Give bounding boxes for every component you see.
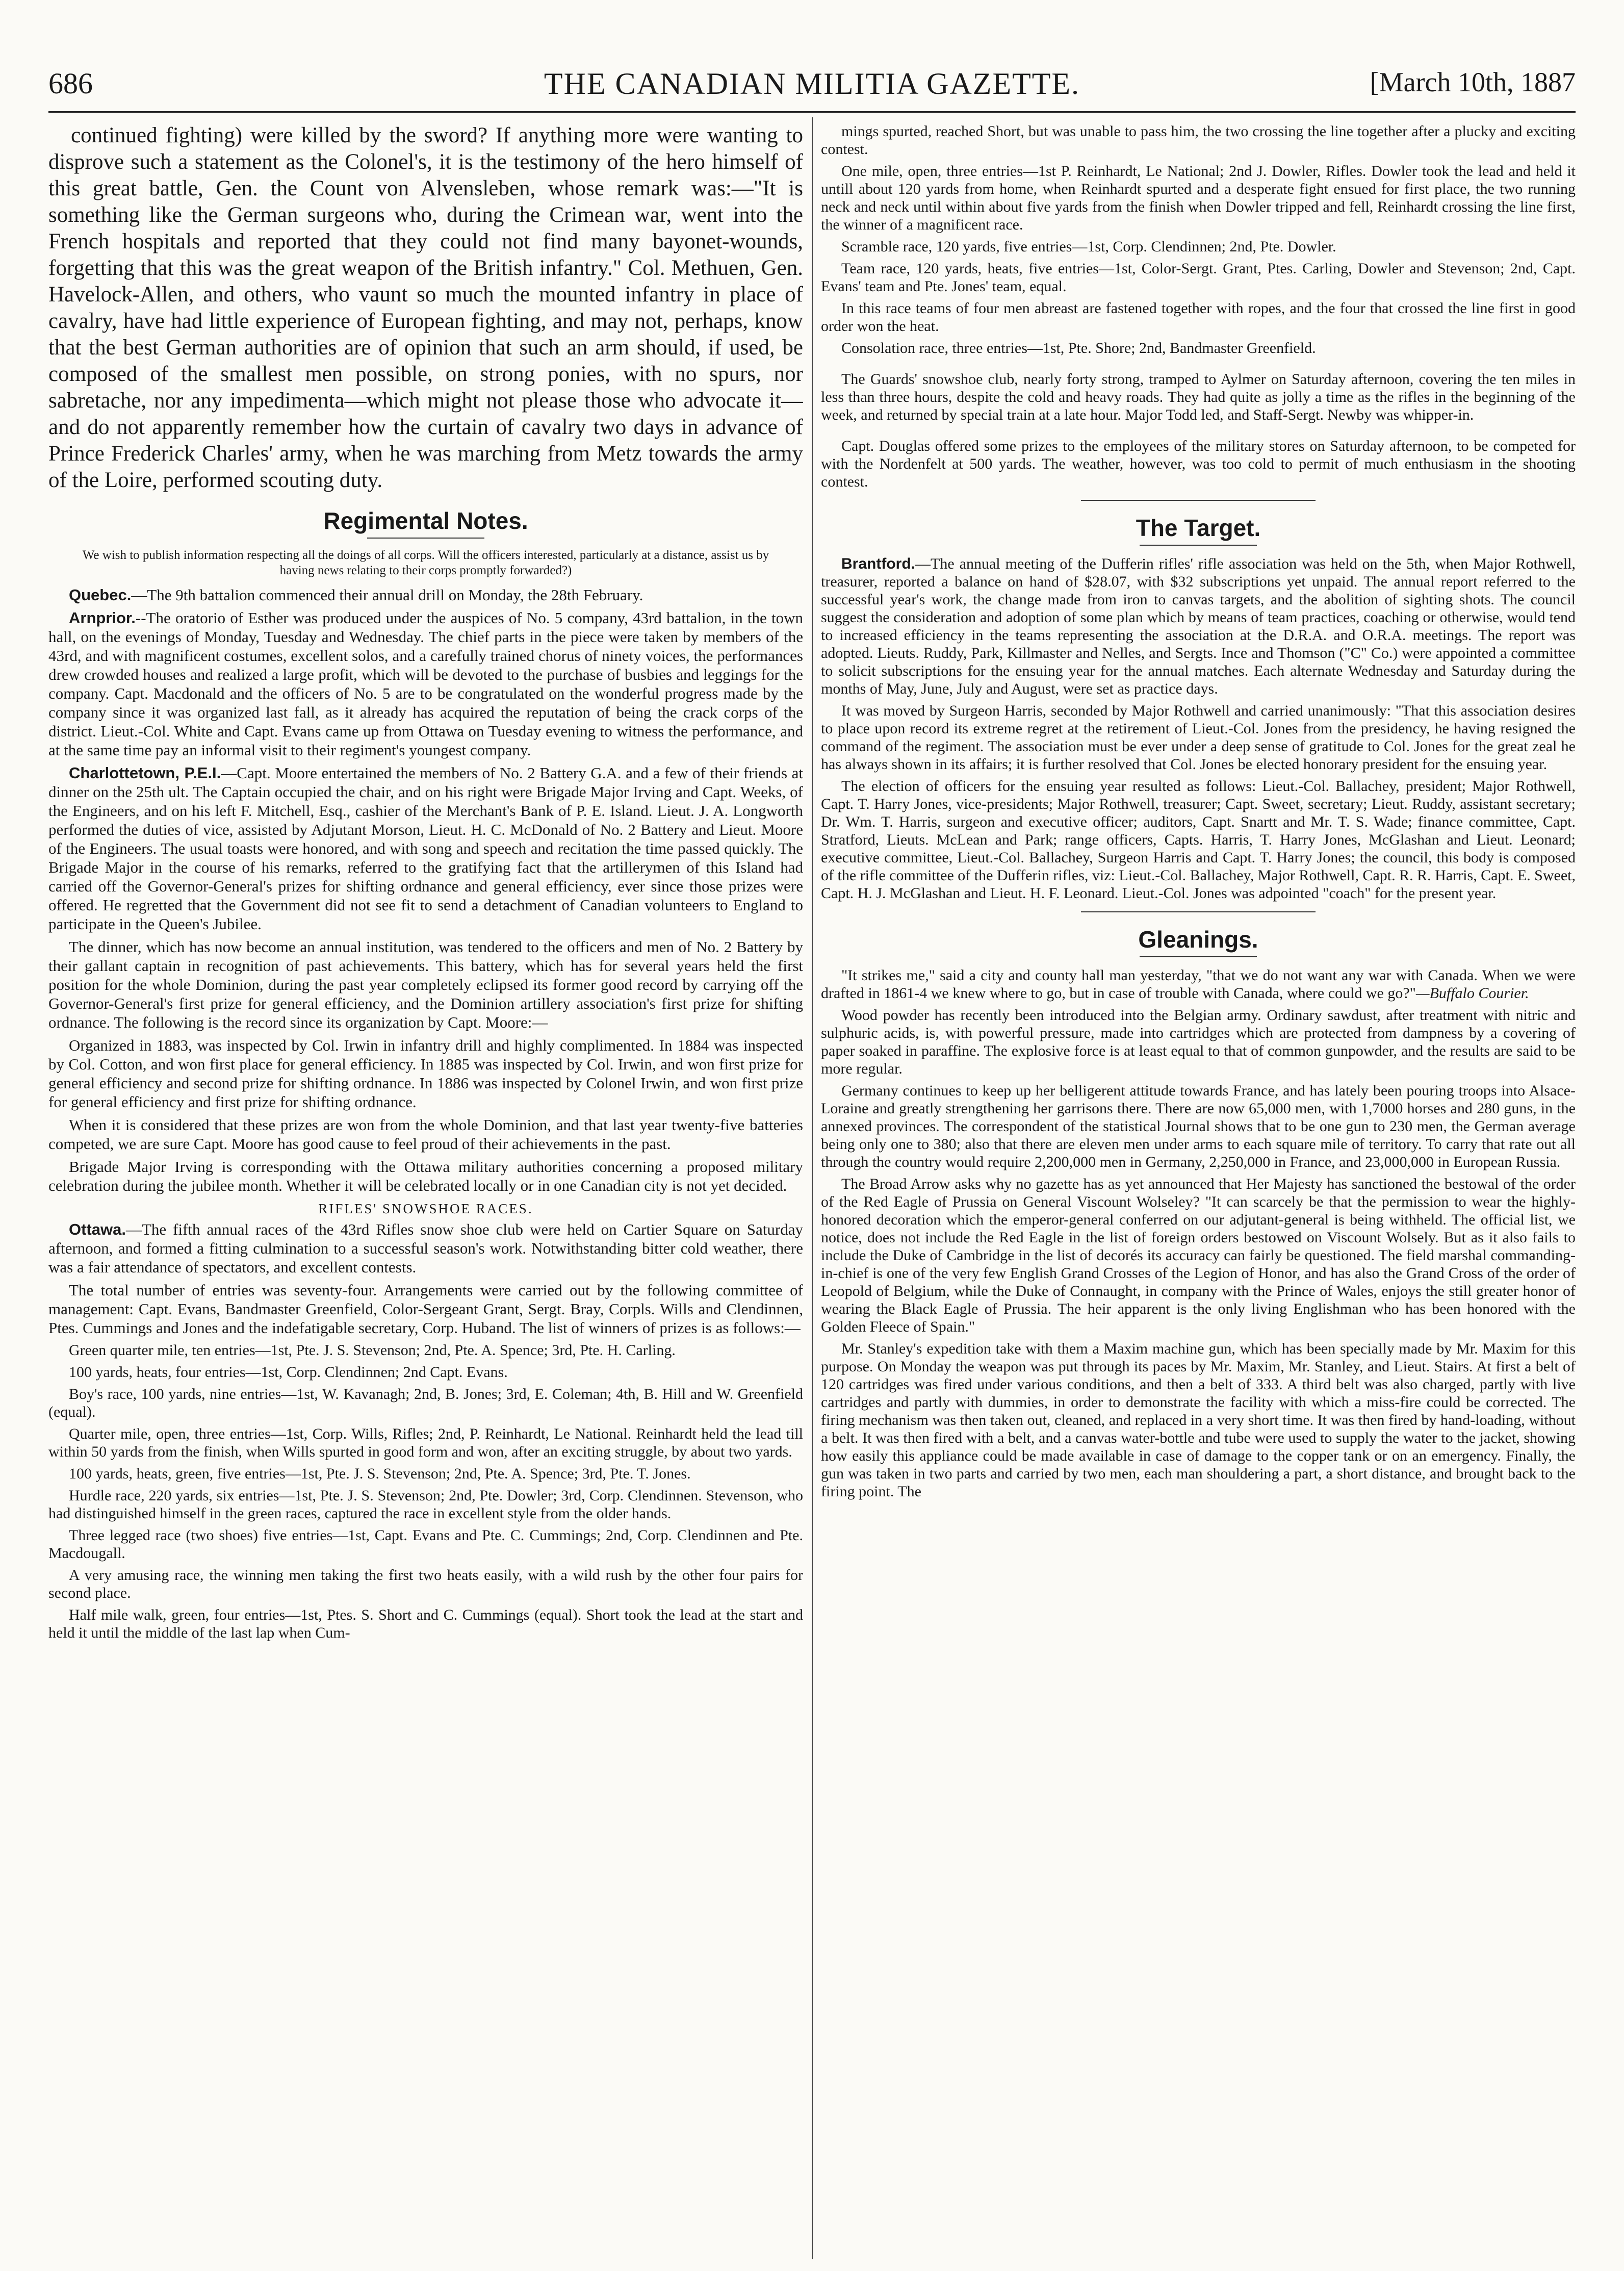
item-text: —The 9th battalion commenced their annual drill on Monday, the 28th February. — [131, 586, 643, 604]
intro-paragraph: continued fighting) were killed by the sword? If anything more were wanting to disprove such a statement as the Colonel's, it is the testimony of the hero himself of this great battle, Gen. the Count von Alvensleben, whose remark was:—"It is something like the German surgeons who, during the Crimean war, went into the French hospitals and reported that they could not find many bayonet-wounds, forgetting that this was the great weapon of the British infantry." Col. Methuen, Gen. Havelock-Allen, and others, who vaunt so much the mounted infantry in place of cavalry, have had little experience of European fighting, and may not, perhaps, know that the best German authorities are of opinion that such an arm should, if used, be composed of the smallest men possible, on strong ponies, with no spurs, nor sabretache, nor any impedimenta—which might not please those who advocate it—and do not apparently remember how the curtain of cavalry two days in advance of Prince Frederick Charles' army, when he was marching from Metz towards the army of the Loire, performed scouting duty. — [48, 123, 803, 492]
canada-quote — [821, 966, 1576, 1002]
stanley-paragraph: Mr. Stanley's expedition take with them a Maxim machine gun, which has been specially made by Mr. Maxim for this purpose. On Monday the weapon was put through its paces by Mr. Maxim, Mr. Stanley, and Lieut. Stairs. At first a belt of 120 cartridges was fired under various conditions, and then a belt of 333. A third belt was also charged, partly with live cartridges and partly with dummies, in order to demonstrate the facility with which a miss-fire could be corrected. The firing mechanism was then taken out, cleaned, and replaced in a very short time. It was then fired by hand-loading, without a belt. It was then fired with a belt, and a canvas water-bottle and tube were used to supply the water to the jacket, showing how easily this appliance could be made available in case of damage to the copper tank or on an emergency. Finally, the gun was taken in two parts and carried by two men, each man shouldering a part, a short distance, and brought back to the firing point. The — [821, 1340, 1576, 1500]
item-text: --The oratorio of Esther was produced under the auspices of No. 5 company, 43rd battalion, in the town hall, on the evenings of Monday, Tuesday and Wednesday. The chief parts in the piece were taken by members of the 43rd, and with magnificent costumes, excellent solos, and a carefully trained chorus of ninety voices, the performances drew crowded houses and realized a large profit, which will be devoted to the purchase of busbies and leggings for the company. Capt. Macdonald and the officers of No. 5 are to be congratulated on the wonderful progress made by the company since it was organized last fall, as it already has acquired the reputation of being the crack corps of the district. Lieut.-Col. White and Capt. Evans came up from Ottawa on Tuesday evening to witness the performance, and at the same time pay an informal visit to their regiment's youngest company. — [48, 609, 803, 759]
section-rule — [1081, 911, 1316, 912]
race-result: Scramble race, 120 yards, five entries—1st, Corp. Clendinnen; 2nd, Pte. Dowler. — [841, 238, 1336, 255]
item-text: —The annual meeting of the Dufferin rifles' rifle association was held on the 5th, when Major Rothwell, treasurer, reported a balance on hand of $28.07, with $32 subscriptions yet unpaid. The annual report referred to the successful year's work, the change made from iron to canvas targets, and the abolition of sighting shots. The council suggest the consideration and adoption of some plan which by means of team practices, coaching or otherwise, would tend to increased efficiency in the teams representing the association at the D.R.A. and O.R.A. meetings. The report was adopted. Lieuts. Ruddy, Park, Killmaster and Nelles, and Sergts. Ince and Thomson ("C" Co.) were appointed a committee to solicit subscriptions for the ensuing year for the annual matches. Each alternate Wednesday and Saturday during the months of May, June, July and August, were set as practice days. — [821, 555, 1576, 697]
publication-title: THE CANADIAN MILITIA GAZETTE. — [544, 67, 1080, 100]
race-result: Green quarter mile, ten entries—1st, Pte. J. S. Stevenson; 2nd, Pte. A. Spence; 3rd, Pte. H. Carling. — [69, 1342, 676, 1359]
editor-note: We wish to publish information respecting all the doings of all corps. Will the officers interested, particularly at a distance, assist us by having news relating to their corps promptly forwarded?) — [82, 548, 769, 577]
race-result: One mile, open, three entries—1st P. Reinhardt, Le National; 2nd J. Dowler, Rifles. Dowler took the lead and held it untill about 120 yards from home, when Reinhardt spurted and a desperate fight ensued for first place, the two running neck and neck until within about five yards from the finish when Dowler tripped and fell, Reinhardt crossing the line first, the winner of a magnificent race. — [821, 163, 1576, 233]
heading-underline — [367, 538, 484, 539]
irving-paragraph: Brigade Major Irving is corresponding with the Ottawa military authorities concerning a proposed military celebration during the jubilee month. Whether it will be celebrated locally or in one Canadian city is not yet decided. — [48, 1158, 803, 1194]
dinner-paragraph: The dinner, which has now become an annual institution, was tendered to the officers and men of No. 2 Battery by their gallant captain in recognition of past achievements. This battery, which has for several years held the first position for the whole Dominion, during the past year completely eclipsed its former good record by carrying off the Governor-General's first prize for general efficiency, and the Dominion artillery association's first prize for shifting ordnance. The following is the record since its organization by Capt. Moore:— — [48, 938, 803, 1031]
ottawa-item — [48, 1220, 803, 1277]
germany-paragraph: Germany continues to keep up her belligerent attitude towards France, and has lately been pouring troops into Alsace-Loraine and greatly strengthening her garrisons there. There are now 65,000 men, with 1,7000 horses and 280 guns, in the annexed provinces. The correspondent of the statistical Journal shows that to be one gun to 230 men, the German average being only one to 380; also that there are eleven men under arms to each square mile of territory. To carry that rate out all through the country would require 2,200,000 men in Germany, 2,250,000 in France, and 23,000,000 in European Russia. — [821, 1082, 1576, 1170]
prizes-paragraph: When it is considered that these prizes are won from the whole Dominion, and that last year twenty-five batteries competed, we are sure Capt. Moore has good cause to feel proud of their achievements in the past. — [48, 1116, 803, 1153]
douglas-paragraph: Capt. Douglas offered some prizes to the employees of the military stores on Saturday afternoon, to be competed for with the Nordenfelt at 500 yards. The weather, however, was too cold to permit of much enthusiasm in the shooting contest. — [821, 438, 1576, 490]
page-number: 686 — [48, 67, 93, 100]
charlottetown-item — [48, 763, 803, 933]
quote-source: —Buffalo Courier. — [1415, 985, 1529, 1002]
race-result: Team race, 120 yards, heats, five entries—1st, Color-Sergt. Grant, Ptes. Carling, Dowler and Stevenson; 2nd, Capt. Evans' team and Pte. Jones' team, equal. — [821, 260, 1576, 295]
race-result: A very amusing race, the winning men taking the first two heats easily, with a wild rush by the other four pairs for second place. — [48, 1567, 803, 1601]
race-result: Consolation race, three entries—1st, Pte. Shore; 2nd, Bandmaster Greenfield. — [841, 340, 1316, 356]
broad-arrow-paragraph: The Broad Arrow asks why no gazette has as yet announced that Her Majesty has sanctioned the bestowal of the order of the Red Eagle of Prussia on General Viscount Wolseley? "It can scarcely be that the permission to wear the highly-honored decoration which the emperor-general conferred on our adjutant-general is being withheld. The official list, we notice, does not include the Red Eagle in the list of foreign orders bestowed on Viscount Wolsely. But as it also fails to include the Duke of Cambridge in the list of decorés its accuracy can fairly be questioned. The field marshal commanding-in-chief is one of the very few English Grand Crosses of the Legion of Honor, and has also the Grand Cross of the order of Leopold of Belgium, while the Duke of Connaught, in company with the Prince of Wales, enjoys the still greater honor of wearing the Black Eagle of Prussia. The heir apparent is the only living Englishman who has been honored with the Golden Fleece of Spain." — [821, 1176, 1576, 1335]
race-result: Boy's race, 100 yards, nine entries—1st, W. Kavanagh; 2nd, B. Jones; 3rd, E. Coleman; 4th, B. Hill and W. Greenfield (equal). — [48, 1386, 803, 1420]
header-rule — [48, 111, 1576, 113]
right-column — [821, 122, 1576, 2254]
arnprior-item — [48, 608, 803, 759]
race-result: In this race teams of four men abreast are fastened together with ropes, and the four that crossed the line first in good order won the heat. — [821, 300, 1576, 335]
page-header — [48, 66, 1576, 112]
brantford-item — [821, 555, 1576, 698]
issue-date: [March 10th, 1887 — [1370, 67, 1576, 97]
race-result: Quarter mile, open, three entries—1st, Corp. Wills, Rifles; 2nd, P. Reinhardt, Le National. Reinhardt held the lead till within 50 yards from the finish, when Wills spurted in good form and won, after an exciting struggle, by about two yards. — [48, 1425, 803, 1460]
target-heading: The Target. — [1136, 515, 1261, 541]
place-name: Charlottetown, P.E.I. — [69, 764, 221, 782]
race-result: Three legged race (two shoes) five entries—1st, Capt. Evans and Pte. C. Cummings; 2nd, Corp. Clendinnen and Pte. Macdougall. — [48, 1527, 803, 1562]
heading-underline — [1140, 545, 1257, 546]
place-name: Ottawa. — [69, 1220, 126, 1238]
item-text: —The fifth annual races of the 43rd Rifles snow shoe club were held on Cartier Square on Saturday afternoon, and formed a fitting culmination to a successful season's work. Notwithstanding bitter cold weather, there was a fair attendance of spectators, and excellent contests. — [48, 1220, 803, 1276]
section-rule — [1081, 500, 1316, 501]
race-result: 100 yards, heats, four entries—1st, Corp. Clendinnen; 2nd Capt. Evans. — [69, 1364, 508, 1381]
powder-paragraph: Wood powder has recently been introduced into the Belgian army. Ordinary sawdust, after treatment with nitric and sulphuric acids, is, with powerful pressure, made into cartridges which are protected from dampness by a covering of paper soaked in paraffine. The explosive force is at least equal to that of common gunpowder, and the results are said to be more regular. — [821, 1007, 1576, 1077]
place-name: Arnprior. — [69, 609, 136, 627]
heading-underline — [1140, 956, 1257, 957]
snowshoe-heading: RIFLES' SNOWSHOE RACES. — [318, 1201, 533, 1216]
gleanings-heading: Gleanings. — [1138, 926, 1258, 953]
harris-paragraph: It was moved by Surgeon Harris, seconded by Major Rothwell and carried unanimously: "That this association desires to place upon record its extreme regret at the retirement of Lieut.-Col. Jones from the presidency, he having resigned the command of the regiment. The association must be ever under a deep sense of gratitude to Col. Jones for the great zeal he has always shown in its affairs; it is further resolved that Col. Jones be elected honorary president for the ensuing year. — [821, 702, 1576, 773]
place-name: Quebec. — [69, 586, 132, 604]
quebec-item — [48, 585, 803, 604]
continued-paragraph: mings spurted, reached Short, but was unable to pass him, the two crossing the line together after a plucky and exciting contest. — [821, 123, 1576, 158]
entries-paragraph: The total number of entries was seventy-four. Arrangements were carried out by the following committee of management: Capt. Evans, Bandmaster Greenfield, Color-Sergeant Grant, Sergt. Bray, Corpls. Wills and Clendinnen, Ptes. Cummings and Jones and the indefatigable secretary, Corp. Huband. The list of winners of prizes is as follows:— — [48, 1281, 803, 1337]
item-text: —Capt. Moore entertained the members of No. 2 Battery G.A. and a few of their friends at dinner on the 25th ult. The Captain occupied the chair, and on his right were Brigade Major Irving and Capt. Weeks, of the Engineers, and on his left F. Mitchell, Esq., cashier of the Merchant's Bank of P. E. Island. Lieut. J. A. Longworth performed the duties of vice, assisted by Adjutant Morson, Lieut. H. C. McDonald of No. 2 Battery and Lieut. Moore of the Engineers. The usual toasts were honored, and with song and speech and recitation the time passed quickly. The Brigade Major in the course of his remarks, referred to the gratifying fact that the artillerymen of this Island had carried off the Governor-General's prizes for shifting ordnance and general efficiency, ever since those prizes were offered. He regretted that the Government did not see fit to send a detachment of Canadian volunteers to England to participate in the Queen's Jubilee. — [48, 764, 803, 933]
race-result: Hurdle race, 220 yards, six entries—1st, Pte. J. S. Stevenson; 2nd, Pte. Dowler; 3rd, Corp. Clendinnen. Stevenson, who had distinguished himself in the green races, captured the race in excellent style from the older hands. — [48, 1487, 803, 1522]
regimental-notes-heading: Regimental Notes. — [323, 507, 528, 534]
quote-text: "It strikes me," said a city and county hall man yesterday, "that we do not want any war with Canada. When we were drafted in 1861-4 we knew where to go, but in case of trouble with Canada, where could we go?" — [821, 967, 1576, 1002]
election-paragraph: The election of officers for the ensuing year resulted as follows: Lieut.-Col. Ballachey, president; Major Rothwell, Capt. T. Harry Jones, vice-presidents; Major Rothwell, treasurer; Capt. Sweet, secretary; Lieut. Ruddy, assistant secretary; Dr. Wm. T. Harris, surgeon and executive officer; auditors, Capt. Snartt and Mr. T. S. Wade; finance committee, Capt. Stratford, Lieuts. McLean and Park; range officers, Capts. Harris, T. Harry Jones, McGlashan and Lieut. Leonard; executive committee, Lieut.-Col. Ballachey, Surgeon Harris and Capt. T. Harry Jones; the council, this body is composed of the rifle committee of the Dufferin rifles, viz: Lieut.-Col. Ballachey, Major Rothwell, Capt. R. R. Harris, Capt. E. Sweet, Capt. H. J. McGlashan and Lieut. H. F. Leonard. Lieut.-Col. Jones was adpointed "coach" for the present year. — [821, 778, 1576, 902]
column-divider — [812, 117, 813, 2259]
race-result: 100 yards, heats, green, five entries—1st, Pte. J. S. Stevenson; 2nd, Pte. A. Spence; 3rd, Pte. T. Jones. — [69, 1465, 691, 1482]
guards-paragraph: The Guards' snowshoe club, nearly forty strong, tramped to Aylmer on Saturday afternoon, covering the ten miles in less than three hours, despite the cold and heavy roads. They had quite as jolly a time as the rifles in the beginning of the week, and returned by special train at a late hour. Major Todd led, and Staff-Sergt. Newby was whipper-in. — [821, 371, 1576, 423]
race-result: Half mile walk, green, four entries—1st, Ptes. S. Short and C. Cummings (equal). Short took the lead at the start and held it until the middle of the last lap when Cum- — [48, 1606, 803, 1641]
left-column — [48, 122, 803, 2254]
organized-paragraph: Organized in 1883, was inspected by Col. Irwin in infantry drill and highly complimented. In 1884 was inspected by Col. Cotton, and won first place for general efficiency. In 1885 was inspected by Col. Irwin, and won first prize for general efficiency and second prize for shifting ordnance. In 1886 was inspected by Colonel Irwin, and won first prize for general efficiency and first prize for shifting ordnance. — [48, 1036, 803, 1111]
place-name: Brantford. — [841, 555, 915, 572]
